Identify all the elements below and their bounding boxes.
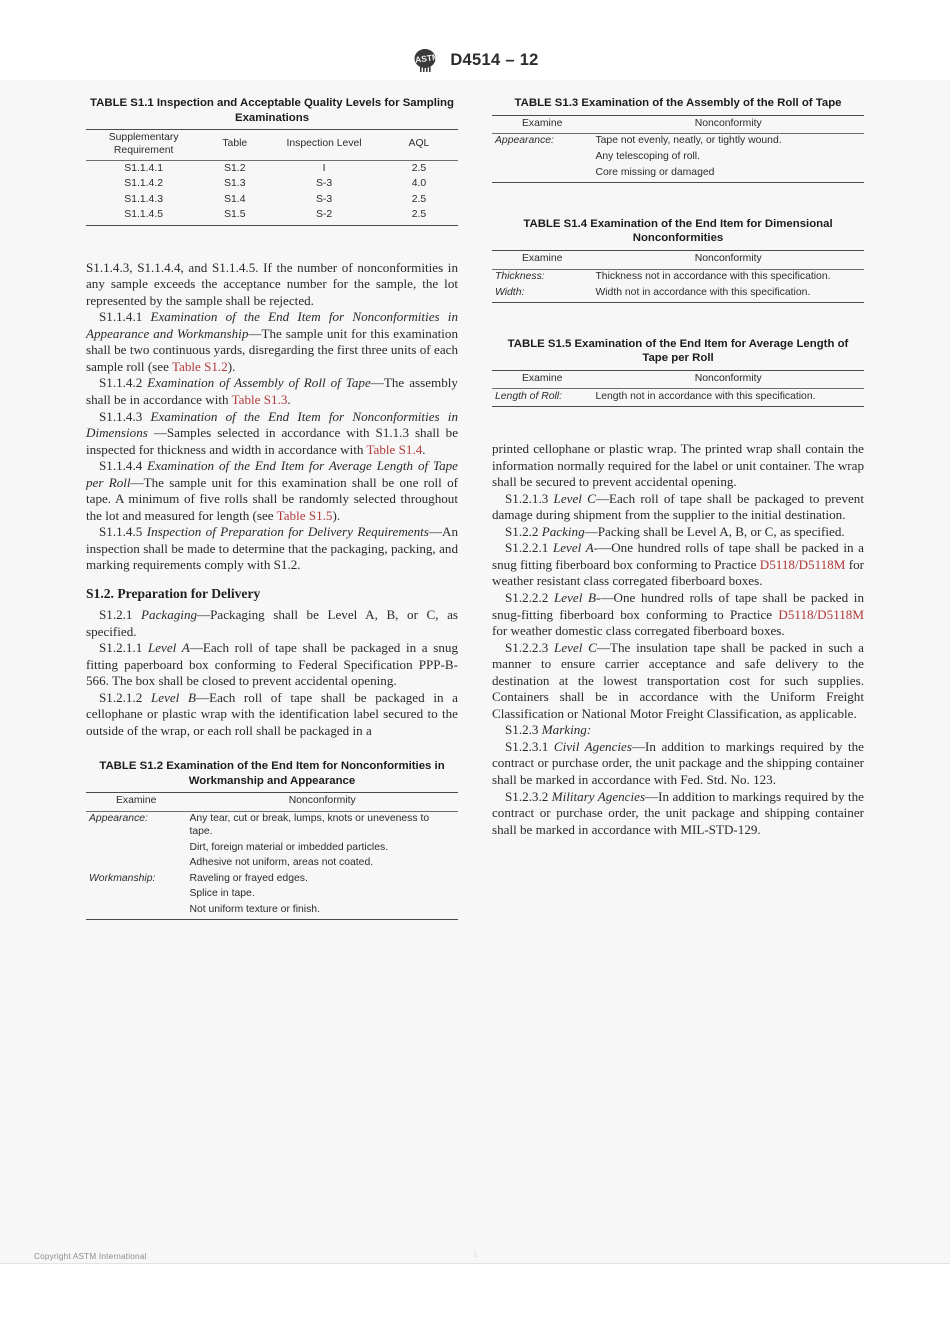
clause-number: S1.1.4.2 xyxy=(99,375,148,391)
table-s1-4-caption: TABLE S1.4 Examination of the End Item for Dimensional Nonconformities xyxy=(523,217,833,245)
paragraph-continuation: printed cellophane or plastic wrap. The printed wrap shall contain the information normally required for the label or unit container. The wrap shall be secured to prevent accidental opening. xyxy=(492,441,864,490)
paragraph-s1-2-1-2 xyxy=(86,690,458,740)
table-row xyxy=(86,208,458,225)
table-row xyxy=(492,269,864,285)
column-header-examine: Examine xyxy=(86,793,186,812)
clause-body: —Packaging shall be Level A, B, or C, as specified. xyxy=(86,607,458,639)
clause-body: —The insulation tape shall be packed in such a manner to ensure carrier acceptance and safe delivery to the destination at the lowest transportation cost for such supplies. Containers shall be in accordance with the Uniform Freight Classification or National Motor Freight Classification, as applicable. xyxy=(492,639,864,721)
paragraph-intro: S1.1.4.3, S1.1.4.4, and S1.1.4.5. If the number of nonconformities in any sample exceeds the acceptance number for the sample, the lot represented by the sample shall be rejected. xyxy=(86,259,458,308)
clause-body: —In addition to markings required by the contract or purchase order, the unit package and the shipping container shall be marked in accordance with Fed. Std. No. 123. xyxy=(492,738,864,788)
table-row xyxy=(492,165,864,182)
table-row xyxy=(86,887,458,903)
document-header xyxy=(0,48,950,72)
cell-nonconformity: Dirt, foreign material or imbedded particles. xyxy=(189,841,389,853)
cell-examine-label-empty xyxy=(86,887,186,903)
clause-number: S1.2.3.2 xyxy=(505,788,552,804)
clause-body-tail: . xyxy=(422,441,426,457)
clause-title: Examination of the End Item for Nonconformities in Appearance and Workmanship xyxy=(86,309,458,341)
left-column xyxy=(86,96,458,924)
cell-nonconformity: Adhesive not uniform, areas not coated. xyxy=(189,857,374,869)
cell-nonconformity: Tape not evenly, neatly, or tightly wound. xyxy=(595,135,782,147)
table-s1-5 xyxy=(492,370,864,407)
clause-title: Examination of the End Item for Nonconformities in Dimensions xyxy=(86,408,458,441)
table-row xyxy=(492,134,864,150)
clause-body: —Samples selected in accordance with S1.1.3 shall be inspected for thickness and width in accordance with xyxy=(86,425,459,457)
cell-table: S1.2 xyxy=(224,162,246,174)
cell-requirement: S1.1.4.5 xyxy=(124,209,164,221)
table-s1-3-caption: TABLE S1.3 Examination of the Assembly of the Roll of Tape xyxy=(514,97,842,109)
table-row xyxy=(86,903,458,920)
column-header-nonconformity: Nonconformity xyxy=(592,370,864,389)
column-header-aql: AQL xyxy=(380,130,458,161)
clause-title: Packing xyxy=(541,523,585,539)
cell-examine-label: Length of Roll: xyxy=(495,390,563,402)
table-row xyxy=(86,856,458,872)
cell-requirement: S1.1.4.3 xyxy=(124,193,164,205)
cell-table: S1.4 xyxy=(224,193,246,205)
cross-reference-link[interactable]: Table S1.4 xyxy=(366,441,423,457)
clause-body: —In addition to markings required by the contract or purchase order, the unit package and shipping container shall be marked in accordance with MIL-STD-129. xyxy=(492,788,864,837)
clause-body-tail: . xyxy=(287,391,291,407)
table-s1-1-block xyxy=(86,96,458,226)
clause-body: —Each roll of tape shall be packaged to prevent damage during shipment from the supplier to the initial destination. xyxy=(492,490,864,523)
cell-nonconformity: Any tear, cut or break, lumps, knots or uneveness to tape. xyxy=(189,813,430,838)
clause-number: S1.2.2 xyxy=(505,523,542,539)
cross-reference-link[interactable]: Table S1.5 xyxy=(276,507,333,523)
table-s1-1 xyxy=(86,129,458,226)
clause-title: Level B- xyxy=(553,590,601,605)
clause-title: Examination of the End Item for Average Length of Tape per Roll xyxy=(86,458,458,490)
column-header-nonconformity: Nonconformity xyxy=(592,115,864,134)
cell-level: S-3 xyxy=(315,178,333,190)
clause-title: Examination of Assembly of Roll of Tape xyxy=(147,375,371,391)
clause-title: Civil Agencies xyxy=(553,738,632,754)
cell-aql: 4.0 xyxy=(411,178,427,190)
table-header-row xyxy=(492,115,864,134)
table-s1-4-block xyxy=(492,217,864,303)
column-header-nonconformity: Nonconformity xyxy=(592,250,864,269)
cell-aql: 2.5 xyxy=(411,193,427,205)
clause-number: S1.2.2.1 xyxy=(505,540,553,556)
clause-title: Level A xyxy=(147,640,190,656)
cell-examine-label-empty xyxy=(492,165,592,182)
paragraph-s1-2-2-3 xyxy=(492,640,864,723)
document-designation: D4514 – 12 xyxy=(450,50,539,69)
table-row xyxy=(86,840,458,856)
clause-body: —Each roll of tape shall be packaged in a cellophane or plastic wrap with the identification label secured to the outside of the wrap, or each roll shall be packaged in a xyxy=(86,689,458,738)
cell-table: S1.3 xyxy=(224,178,246,190)
clause-body-tail: for weather resistant class corregated fiberboard boxes. xyxy=(492,556,865,589)
paragraph-s1-1-4-3 xyxy=(86,409,458,459)
footer-copyright: Copyright ASTM International xyxy=(34,1252,147,1261)
paragraph-s1-2-3-1 xyxy=(492,739,864,789)
clause-number: S1.2.3 xyxy=(505,722,542,738)
cell-aql: 2.5 xyxy=(411,162,427,174)
paragraph-s1-1-4-5 xyxy=(86,524,458,574)
cross-reference-link[interactable]: D5118/D5118M xyxy=(778,606,864,622)
clause-number: S1.2.1 xyxy=(99,607,142,622)
table-row xyxy=(86,161,458,177)
paragraph-s1-2-1-3 xyxy=(492,491,864,524)
cell-nonconformity: Length not in accordance with this specification. xyxy=(595,390,816,402)
clause-title: Level B xyxy=(150,689,196,705)
cell-nonconformity: Raveling or frayed edges. xyxy=(189,872,308,884)
column-header-examine: Examine xyxy=(492,370,592,389)
table-s1-1-caption: TABLE S1.1 Inspection and Acceptable Quality Levels for Sampling Examinations xyxy=(90,97,454,124)
cell-level: S-2 xyxy=(315,209,333,221)
cell-nonconformity: Width not in accordance with this specification. xyxy=(595,286,811,298)
clause-title: Marking: xyxy=(541,722,592,738)
column-header-examine: Examine xyxy=(492,115,592,134)
table-s1-2 xyxy=(86,792,458,920)
table-row xyxy=(492,285,864,302)
table-row xyxy=(492,150,864,166)
cell-examine-label: Appearance: xyxy=(495,135,554,147)
clause-number: S1.2.3.1 xyxy=(505,738,554,754)
cell-level: I xyxy=(322,162,326,174)
table-row xyxy=(492,389,864,407)
clause-body: —The assembly shall be in accordance with xyxy=(86,375,458,407)
clause-number: S1.2.2.3 xyxy=(505,639,555,655)
clause-number: S1.2.2.2 xyxy=(505,590,554,605)
clause-number: S1.1.4.4 xyxy=(99,458,148,474)
column-header-nonconformity: Nonconformity xyxy=(186,793,458,812)
table-s1-4 xyxy=(492,250,864,303)
clause-title: Level C xyxy=(553,490,596,506)
table-s1-2-caption: TABLE S1.2 Examination of the End Item for Nonconformities in Workmanship and Appearance xyxy=(99,760,445,787)
clause-number: S1.2.1.2 xyxy=(99,689,151,705)
cell-nonconformity: Any telescoping of roll. xyxy=(595,151,700,163)
table-row xyxy=(86,177,458,193)
clause-body: —The sample unit for this examination shall be two continuous yards, disregarding the first three units of each sample roll (see xyxy=(86,325,458,374)
section-heading-s1-2: S1.2. Preparation for Delivery xyxy=(86,586,261,601)
paragraph-s1-1-4-1 xyxy=(86,309,458,375)
cell-examine-label-empty xyxy=(492,150,592,166)
clause-body: —One hundred rolls of tape shall be packed in snug-fitting fiberboard box conforming to Practice xyxy=(492,590,864,622)
table-row xyxy=(86,192,458,208)
clause-number: S1.2.1.3 xyxy=(505,490,554,506)
cell-examine-label: Appearance: xyxy=(89,813,148,825)
cell-requirement: S1.1.4.1 xyxy=(124,162,164,174)
cell-examine-label: Width: xyxy=(495,286,525,298)
cell-nonconformity: Not uniform texture or finish. xyxy=(189,904,320,916)
column-header-requirement: Supplementary Requirement xyxy=(86,130,201,161)
cell-examine-label-empty xyxy=(86,840,186,856)
clause-body: —The sample unit for this examination shall be one roll of tape. A minimum of five rolls shall be randomly selected throughout the lot and measured for length (see xyxy=(86,474,458,523)
cell-nonconformity: Core missing or damaged xyxy=(595,166,715,178)
table-s1-5-block xyxy=(492,337,864,407)
cell-level: S-3 xyxy=(315,193,333,205)
table-s1-5-caption: TABLE S1.5 Examination of the End Item for Average Length of Tape per Roll xyxy=(507,337,849,365)
clause-body-tail: ). xyxy=(332,507,341,523)
table-row xyxy=(86,811,458,840)
cell-aql: 2.5 xyxy=(411,209,427,221)
paragraph-s1-1-4-4 xyxy=(86,458,458,524)
cross-reference-link[interactable]: Table S1.2 xyxy=(171,358,228,374)
table-s1-3-block xyxy=(492,96,864,183)
cell-examine-label-empty xyxy=(86,856,186,872)
column-header-inspection-level: Inspection Level xyxy=(268,130,380,161)
paragraph-s1-2-2-2 xyxy=(492,590,864,640)
paragraph-s1-1-4-2 xyxy=(86,375,458,408)
clause-number: S1.1.4.1 xyxy=(99,309,151,325)
clause-body-tail: for weather domestic class corregated fiberboard boxes. xyxy=(492,623,785,639)
paragraph-s1-2-3-2 xyxy=(492,789,864,839)
paragraph-s1-2-2-1 xyxy=(492,540,864,590)
clause-body: —One hundred rolls of tape shall be packed in a snug fitting fiberboard box conforming to Practice xyxy=(492,540,864,572)
clause-title: Inspection of Preparation for Delivery Requirements xyxy=(146,524,429,540)
cell-requirement: S1.1.4.2 xyxy=(124,178,164,190)
table-row xyxy=(86,872,458,888)
column-header-table: Table xyxy=(201,130,268,161)
clause-number: S1.1.4.3 xyxy=(99,408,151,424)
clause-body: —Each roll of tape shall be packaged in a snug fitting paperboard box conforming to Federal Specification PPP-B-566. The box shall be closed to prevent accidental opening. xyxy=(86,640,458,689)
table-header-row xyxy=(86,793,458,812)
footer-divider xyxy=(0,1263,950,1264)
clause-number: S1.1.4.5 xyxy=(99,524,147,540)
paragraph-s1-2-3 xyxy=(492,722,864,739)
cell-nonconformity: Thickness not in accordance with this specification. xyxy=(595,270,831,282)
right-column xyxy=(492,96,864,838)
table-s1-3 xyxy=(492,115,864,183)
footer-page-number: 1 xyxy=(472,1249,478,1260)
table-header-row xyxy=(86,130,458,161)
cross-reference-link[interactable]: D5118/D5118M xyxy=(759,556,846,572)
clause-title: Level A- xyxy=(552,540,599,556)
astm-logo xyxy=(411,48,441,72)
clause-title: Military Agencies xyxy=(551,788,646,804)
cell-examine-label: Thickness: xyxy=(495,270,545,282)
paragraph-s1-2-1 xyxy=(86,607,458,640)
cell-table: S1.5 xyxy=(224,209,246,221)
paragraph-s1-2-1-1 xyxy=(86,640,458,690)
cell-examine-label-empty xyxy=(86,903,186,920)
clause-body-tail: ). xyxy=(227,358,236,374)
svg-text:ASTM: ASTM xyxy=(414,51,440,65)
clause-title: Level C xyxy=(554,639,597,655)
clause-title: Packaging xyxy=(141,607,198,622)
clause-body: —An inspection shall be made to determine that the packaging, packing, and marking requirements comply with S1.2. xyxy=(86,524,458,573)
cell-examine-label: Workmanship: xyxy=(89,872,156,884)
cell-nonconformity: Splice in tape. xyxy=(189,888,255,900)
column-header-examine: Examine xyxy=(492,250,592,269)
paragraph-s1-2-2 xyxy=(492,524,864,541)
clause-body: —Packing shall be Level A, B, or C, as specified. xyxy=(584,523,845,539)
clause-number: S1.2.1.1 xyxy=(99,640,148,656)
cross-reference-link[interactable]: Table S1.3 xyxy=(231,391,288,407)
table-s1-2-block xyxy=(86,759,458,920)
table-header-row xyxy=(492,370,864,389)
table-header-row xyxy=(492,250,864,269)
